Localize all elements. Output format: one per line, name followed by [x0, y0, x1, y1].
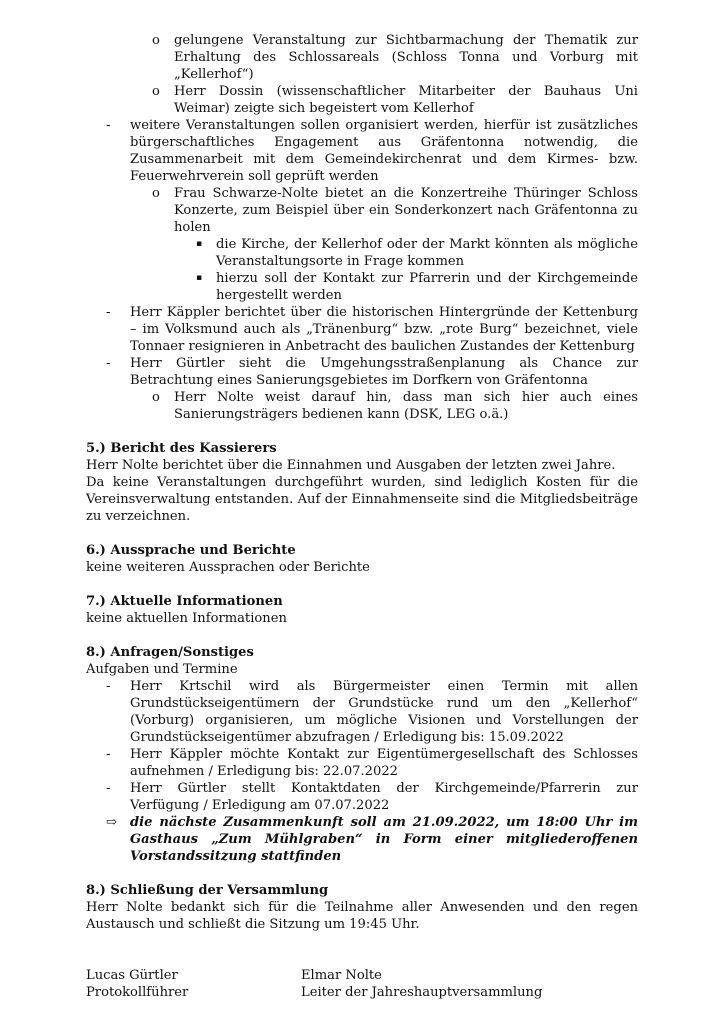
list-item [86, 746, 638, 780]
list-item [86, 355, 638, 389]
bullet-dash: - [106, 679, 111, 694]
list-item-text: Herr Käppler möchte Kontakt zur Eigentümergesellschaft des Schlosses aufnehmen / Erledigung bis: 22.07.2022 [130, 747, 638, 779]
list-item-text: hierzu soll der Kontakt zur Pfarrerin und der Kirchgemeinde hergestellt werden [216, 271, 638, 303]
spacer [86, 423, 638, 440]
bullet-dash: - [106, 781, 111, 796]
list-item-text: gelungene Veranstaltung zur Sichtbarmachung der Thematik zur Erhaltung des Schlossareals (Schloss Tonna und Vorburg mit „Kellerhof“) [174, 33, 638, 82]
signature-right [301, 967, 638, 1001]
section-heading: 8.) Schließung der Versammlung [86, 883, 329, 898]
list-item [86, 117, 638, 185]
signer-name: Lucas Gürtler [86, 968, 178, 983]
arrow-right-icon: ⇨ [106, 815, 117, 830]
signature-left [86, 967, 301, 1001]
paragraph: keine aktuellen Informationen [86, 611, 287, 626]
paragraph: Herr Nolte berichtet über die Einnahmen und Ausgaben der letzten zwei Jahre. [86, 458, 616, 473]
bullet-dash: - [106, 305, 111, 320]
list-item-text: die nächste Zusammenkunft soll am 21.09.2022, um 18:00 Uhr im Gasthaus „Zum Mühlgraben“ in Form einer mitgliederoffenen Vorstandssitzung stattfinden [130, 815, 638, 864]
signer-name: Elmar Nolte [301, 968, 382, 983]
list-item [86, 780, 638, 814]
list-item-text: Herr Krtschil wird als Bürgermeister einen Termin mit allen Grundstückseigentümern der Grundstücke rund um den „Kellerhof“ (Vorburg) organisieren, um mögliche Visionen und Vorstellungen der Grundstückseigentümer abzufragen / Erledigung bis: 15.09.2022 [130, 679, 638, 745]
spacer [86, 865, 638, 882]
list-item-highlight [86, 814, 638, 865]
bullet-circle: o [152, 33, 160, 48]
section-heading: 6.) Aussprache und Berichte [86, 543, 296, 558]
bullet-square: ▪ [196, 273, 203, 283]
list-item-text: Herr Dossin (wissenschaftlicher Mitarbeiter der Bauhaus Uni Weimar) zeigte sich begeistert vom Kellerhof [174, 84, 638, 116]
paragraph: Aufgaben und Termine [86, 662, 238, 677]
spacer [86, 576, 638, 593]
list-item-text: Herr Gürtler stellt Kontaktdaten der Kirchgemeinde/Pfarrerin zur Verfügung / Erledigung am 07.07.2022 [130, 781, 638, 813]
list-item [86, 236, 638, 270]
bullet-circle: o [152, 84, 160, 99]
section-heading: 5.) Bericht des Kassierers [86, 441, 277, 456]
signer-role: Protokollführer [86, 985, 189, 1000]
bullet-dash: - [106, 356, 111, 371]
list-item-text: Herr Käppler berichtet über die historischen Hintergründe der Kettenburg – im Volksmund auch als „Tränenburg“ bzw. „rote Burg“ bezeichnet, viele Tonnaer resignieren in Anbetracht des baulichen Zustandes der Kettenburg [130, 305, 638, 354]
list-item [86, 389, 638, 423]
section-heading: 7.) Aktuelle Informationen [86, 594, 283, 609]
paragraph: Da keine Veranstaltungen durchgeführt wurden, sind lediglich Kosten für die Vereinsverwaltung entstanden. Auf der Einnahmenseite sind die Mitgliedsbeiträge zu verzeichnen. [86, 475, 638, 524]
list-item-text: Frau Schwarze-Nolte bietet an die Konzertreihe Thüringer Schloss Konzerte, zum Beispiel über ein Sonderkonzert nach Gräfentonna zu holen [174, 186, 638, 235]
paragraph: keine weiteren Aussprachen oder Berichte [86, 560, 370, 575]
list-item-text: die Kirche, der Kellerhof oder der Markt könnten als mögliche Veranstaltungsorte in Frage kommen [216, 237, 638, 269]
list-item [86, 185, 638, 236]
paragraph: Herr Nolte bedankt sich für die Teilnahme aller Anwesenden und den regen Austausch und schließt die Sitzung um 19:45 Uhr. [86, 900, 638, 932]
list-item [86, 270, 638, 304]
spacer [86, 627, 638, 644]
list-item [86, 304, 638, 355]
bullet-square: ▪ [196, 239, 203, 249]
signer-role: Leiter der Jahreshauptversammlung [301, 985, 543, 1000]
list-item-text: Herr Gürtler sieht die Umgehungsstraßenplanung als Chance zur Betrachtung eines Sanierungsgebietes im Dorfkern von Gräfentonna [130, 356, 638, 388]
spacer [86, 525, 638, 542]
list-item [86, 678, 638, 746]
list-item [86, 32, 638, 83]
section-heading: 8.) Anfragen/Sonstiges [86, 645, 254, 660]
signature-block [86, 967, 638, 1001]
bullet-dash: - [106, 118, 111, 133]
bullet-dash: - [106, 747, 111, 762]
bullet-circle: o [152, 390, 160, 405]
bullet-circle: o [152, 186, 160, 201]
list-item-text: Herr Nolte weist darauf hin, dass man sich hier auch eines Sanierungsträgers bedienen kann (DSK, LEG o.ä.) [174, 390, 638, 422]
list-item-text: weitere Veranstaltungen sollen organisiert werden, hierfür ist zusätzliches bürgerschaftliches Engagement aus Gräfentonna notwendig, die Zusammenarbeit mit dem Gemeindekirchenrat und dem Kirmes- bzw. Feuerwehrverein soll geprüft werden [130, 118, 638, 184]
list-item [86, 83, 638, 117]
